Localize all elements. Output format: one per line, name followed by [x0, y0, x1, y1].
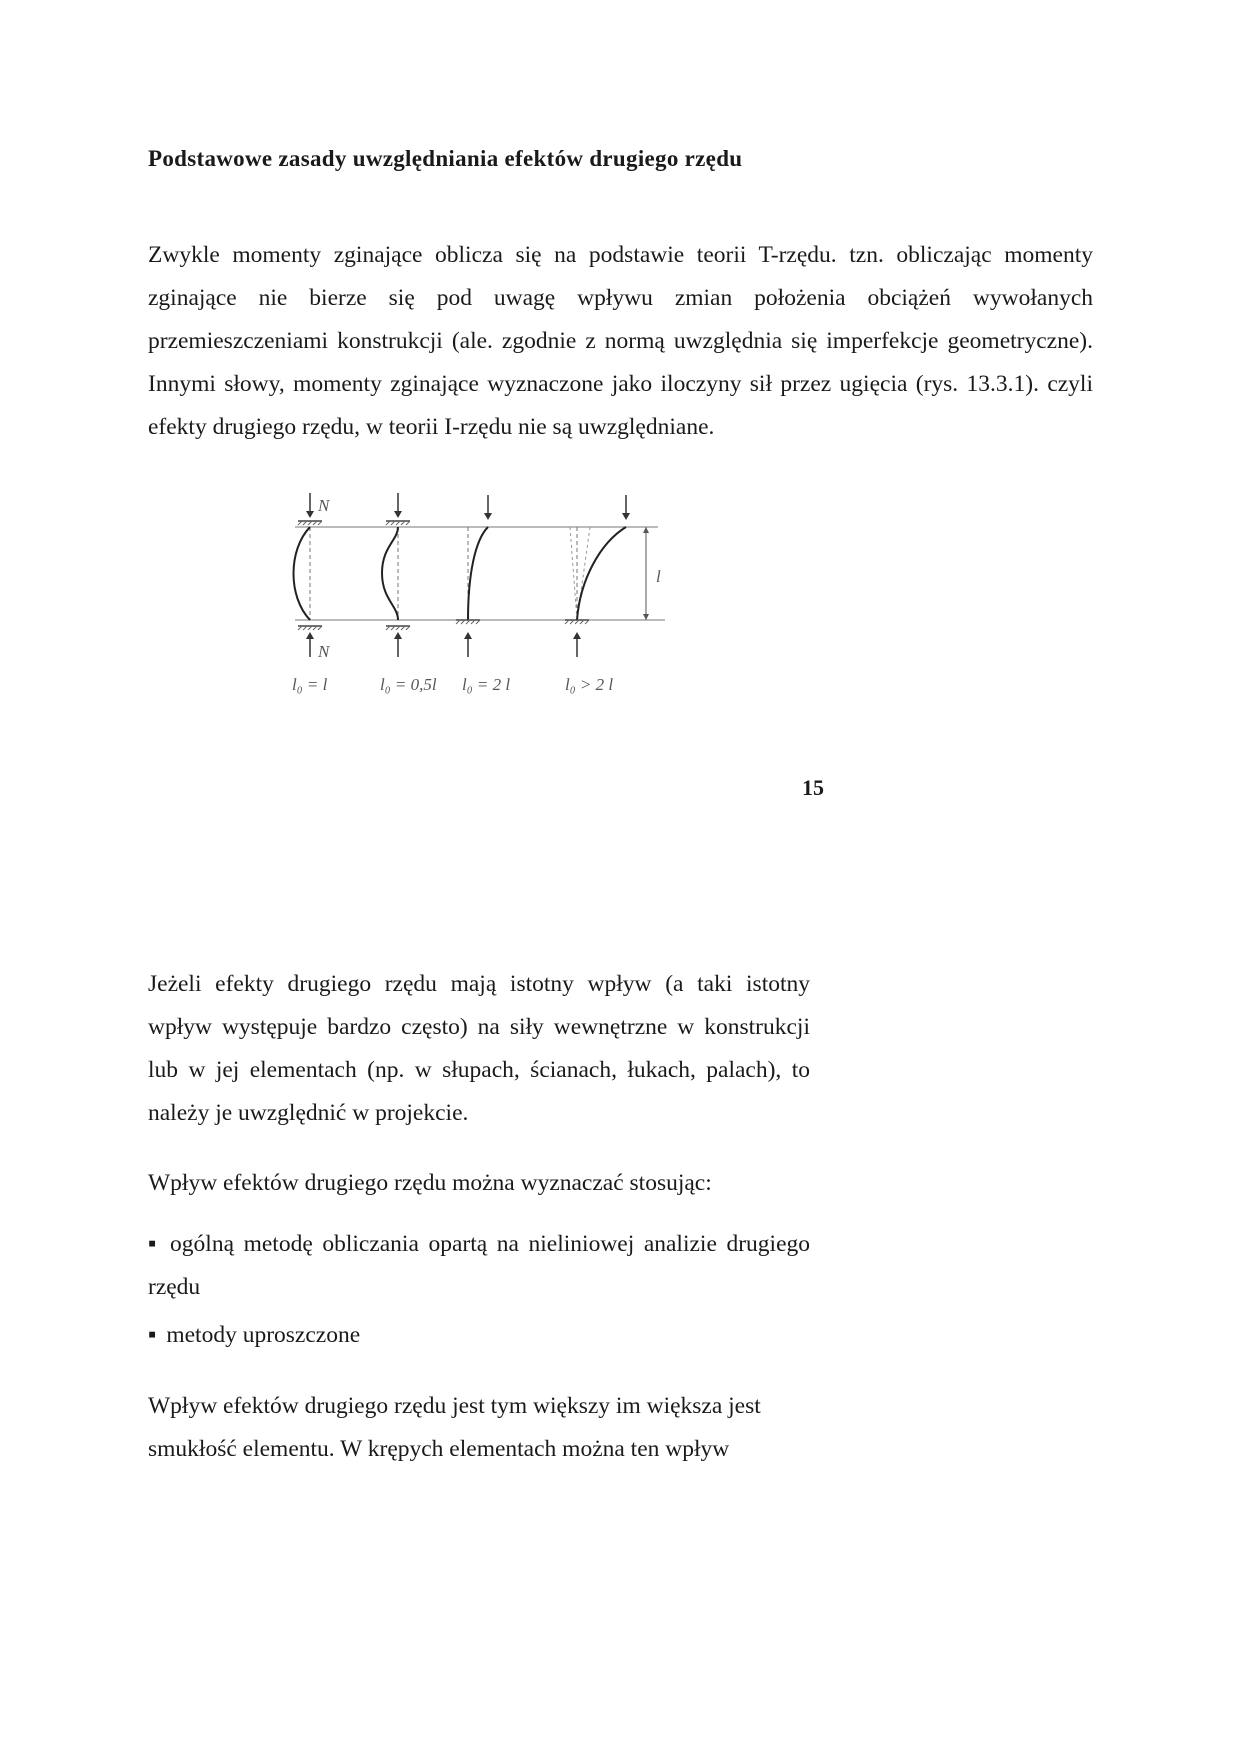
- label-l: l: [656, 567, 661, 586]
- column-case-1: [294, 493, 332, 661]
- column-case-2: [382, 493, 410, 657]
- list-item-text: metody uproszczone: [166, 1322, 361, 1348]
- buckling-lengths-figure: [270, 485, 690, 705]
- section-heading: Podstawowe zasady uwzględniania efektów drugiego rzędu: [148, 146, 743, 171]
- bullet-marker: ▪: [148, 1231, 161, 1257]
- label-N-bottom: N: [318, 642, 330, 661]
- list-item-general-method: [148, 1223, 810, 1309]
- label-N-top: N: [318, 496, 330, 515]
- case-label-3: l₀ = 2 l: [462, 675, 511, 694]
- list-item-text: ogólną metodę obliczania opartą na nieliniowej analizie drugiego rzędu: [148, 1231, 810, 1300]
- paragraph4-line1: Wpływ efektów drugiego rzędu jest tym większy im większa jest: [148, 1393, 761, 1419]
- length-dimension: [643, 527, 661, 620]
- case-label-2: l₀ = 0,5l: [380, 675, 437, 694]
- column-case-3: [456, 495, 492, 657]
- case-label-1: l₀ = l: [292, 675, 328, 694]
- paragraph-methods-intro: Wpływ efektów drugiego rzędu można wyznaczać stosując:: [148, 1170, 712, 1196]
- column-case-4: [565, 495, 630, 657]
- paragraph2-rest: wpływ występuje bardzo często) na siły wewnętrzne w konstrukcji lub w jej elementach (np. w słupach, ścianach, łukach, palach), to należy je uwzględnić w projekcie.: [148, 1014, 810, 1126]
- bullet-marker: ▪: [148, 1322, 157, 1348]
- paragraph-first-order-theory: Zwykle momenty zginające oblicza się na podstawie teorii T-rzędu. tzn. obliczając momenty zginające nie bierze się pod uwagę wpływu zmian położenia obciążeń wywołanych przemieszczeniami konstrukcji (ale. zgodnie z normą uwzględnia się imperfekcje geometryczne). Innymi słowy, momenty zginające wyznaczone jako iloczyny sił przez ugięcia (rys. 13.3.1). czyli efekty drugiego rzędu, w teorii I-rzędu nie są uwzględniane.: [148, 242, 1093, 440]
- case-label-4: l₀ > 2 l: [565, 675, 614, 694]
- paragraph-second-order-effects: [148, 963, 810, 1135]
- paragraph2-line1: Jeżeli efekty drugiego rzędu mają istotny wpływ (a taki istotny: [148, 971, 810, 997]
- list-item-simplified-methods: [148, 1322, 360, 1349]
- paragraph4-line2-cropped: smukłość elementu. W krępych elementach można ten wpływ: [148, 1436, 730, 1462]
- page-number: 15: [802, 775, 824, 800]
- paragraph-slenderness: [148, 1385, 810, 1462]
